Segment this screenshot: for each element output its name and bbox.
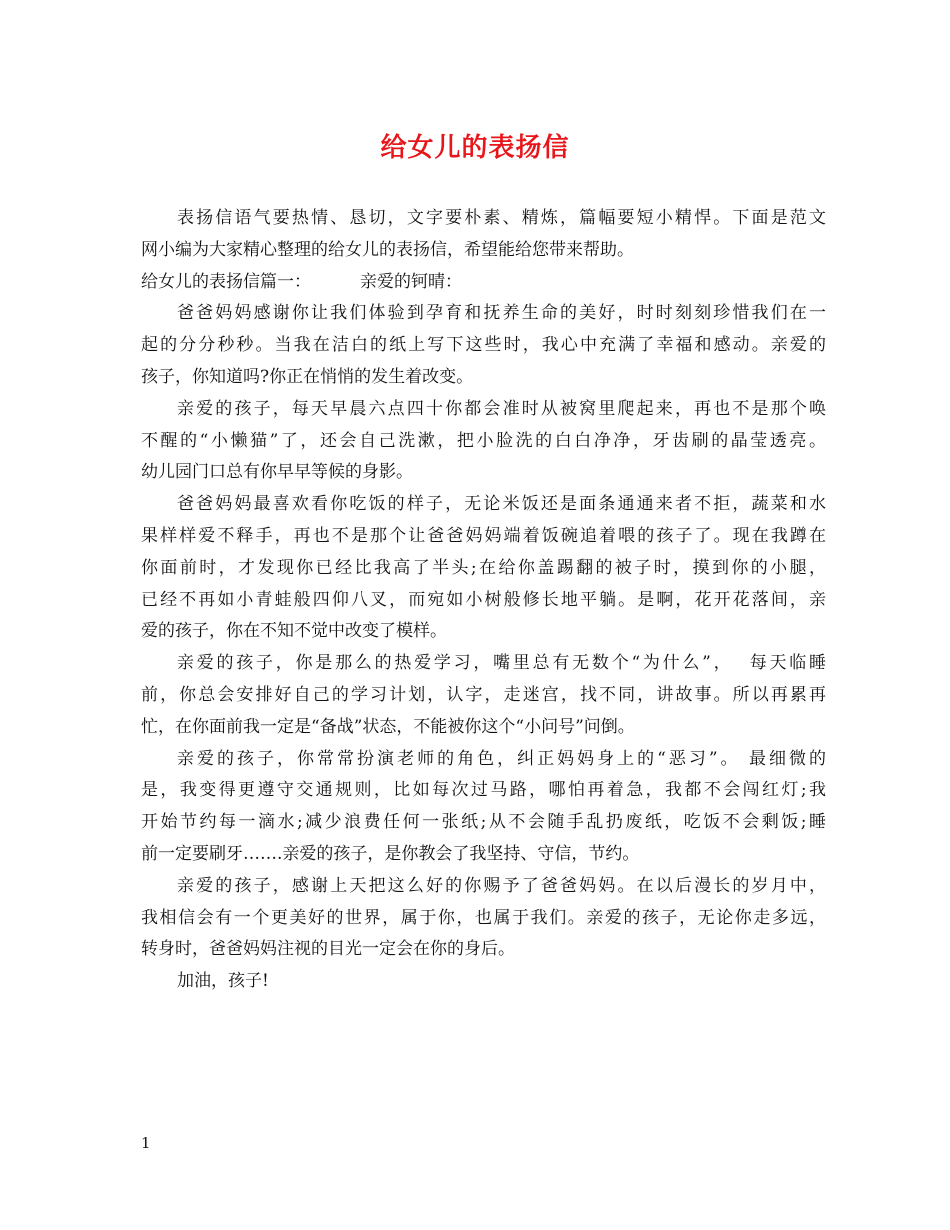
paragraph-line: 已经不再如小青蛙般四仰八叉，而宛如小树般修长地平躺。是啊，花开花落间，亲 (141, 589, 826, 610)
salutation: 亲爱的钶晴： (360, 271, 462, 292)
page-number: 1 (141, 1134, 151, 1152)
paragraph-line: 起的分分秒秒。当我在洁白的纸上写下这些时，我心中充满了幸福和感动。亲爱的 (141, 335, 826, 356)
paragraph-line: 幼儿园门口总有你早早等候的身影。 (141, 462, 413, 483)
paragraph-line: 果样样爱不释手，再也不是那个让爸爸妈妈端着饭碗追着喂的孩子了。现在我蹲在 (141, 525, 826, 546)
paragraph-line: 我相信会有一个更美好的世界，属于你，也属于我们。亲爱的孩子，无论你走多远， (141, 907, 826, 928)
paragraph-line: 孩子，你知道吗?你正在悄悄的发生着改变。 (141, 366, 474, 387)
paragraph-line: 亲爱的孩子，你常常扮演老师的角色，纠正妈妈身上的“恶习”。 最细微的 (177, 748, 826, 769)
paragraph-line: 亲爱的孩子，感谢上天把这么好的你赐予了爸爸妈妈。在以后漫长的岁月中， (177, 875, 826, 896)
paragraph-line: 忙，在你面前我一定是“备战”状态，不能被你这个“小问号”问倒。 (141, 716, 635, 737)
intro-line: 表扬信语气要热情、恳切，文字要朴素、精炼，篇幅要短小精悍。下面是范文 (177, 208, 826, 228)
paragraph-line: 转身时，爸爸妈妈注视的目光一定会在你的身后。 (141, 939, 515, 960)
paragraph-line: 爸爸妈妈最喜欢看你吃饭的样子，无论米饭还是面条通通来者不拒，蔬菜和水 (177, 494, 826, 515)
section-heading: 给女儿的表扬信篇一： (141, 271, 311, 292)
paragraph-line: 你面前时，才发现你已经比我高了半头;在给你盖踢翻的被子时，摸到你的小腿， (141, 557, 826, 578)
paragraph-line: 不醒的“小懒猫”了，还会自己洗漱，把小脸洗的白白净净，牙齿刷的晶莹透亮。 (141, 430, 826, 451)
paragraph-line: 爱的孩子，你在不知不觉中改变了模样。 (141, 621, 447, 642)
closing-line: 加油，孩子! (177, 971, 269, 992)
intro-line: 网小编为大家精心整理的给女儿的表扬信，希望能给您带来帮助。 (141, 239, 634, 260)
section-heading-row (141, 267, 826, 299)
page-title: 给女儿的表扬信 (380, 133, 570, 163)
paragraph-line: 是，我变得更遵守交通规则，比如每次过马路，哪怕再着急，我都不会闯红灯;我 (141, 780, 826, 801)
paragraph-line: 前一定要刷牙…….亲爱的孩子，是你教会了我坚持、守信，节约。 (141, 843, 640, 864)
paragraph-line: 亲爱的孩子，每天早晨六点四十你都会准时从被窝里爬起来，再也不是那个唤 (177, 398, 826, 419)
document-body (141, 203, 826, 998)
paragraph-line: 开始节约每一滴水;减少浪费任何一张纸;从不会随手乱扔废纸，吃饭不会剩饭;睡 (141, 812, 826, 833)
paragraph-line: 前，你总会安排好自己的学习计划，认字，走迷宫，找不同，讲故事。所以再累再 (141, 684, 826, 705)
paragraph-line: 亲爱的孩子，你是那么的热爱学习，嘴里总有无数个“为什么”， 每天临睡 (177, 653, 826, 674)
paragraph-line: 爸爸妈妈感谢你让我们体验到孕育和抚养生命的美好，时时刻刻珍惜我们在一 (177, 303, 826, 324)
